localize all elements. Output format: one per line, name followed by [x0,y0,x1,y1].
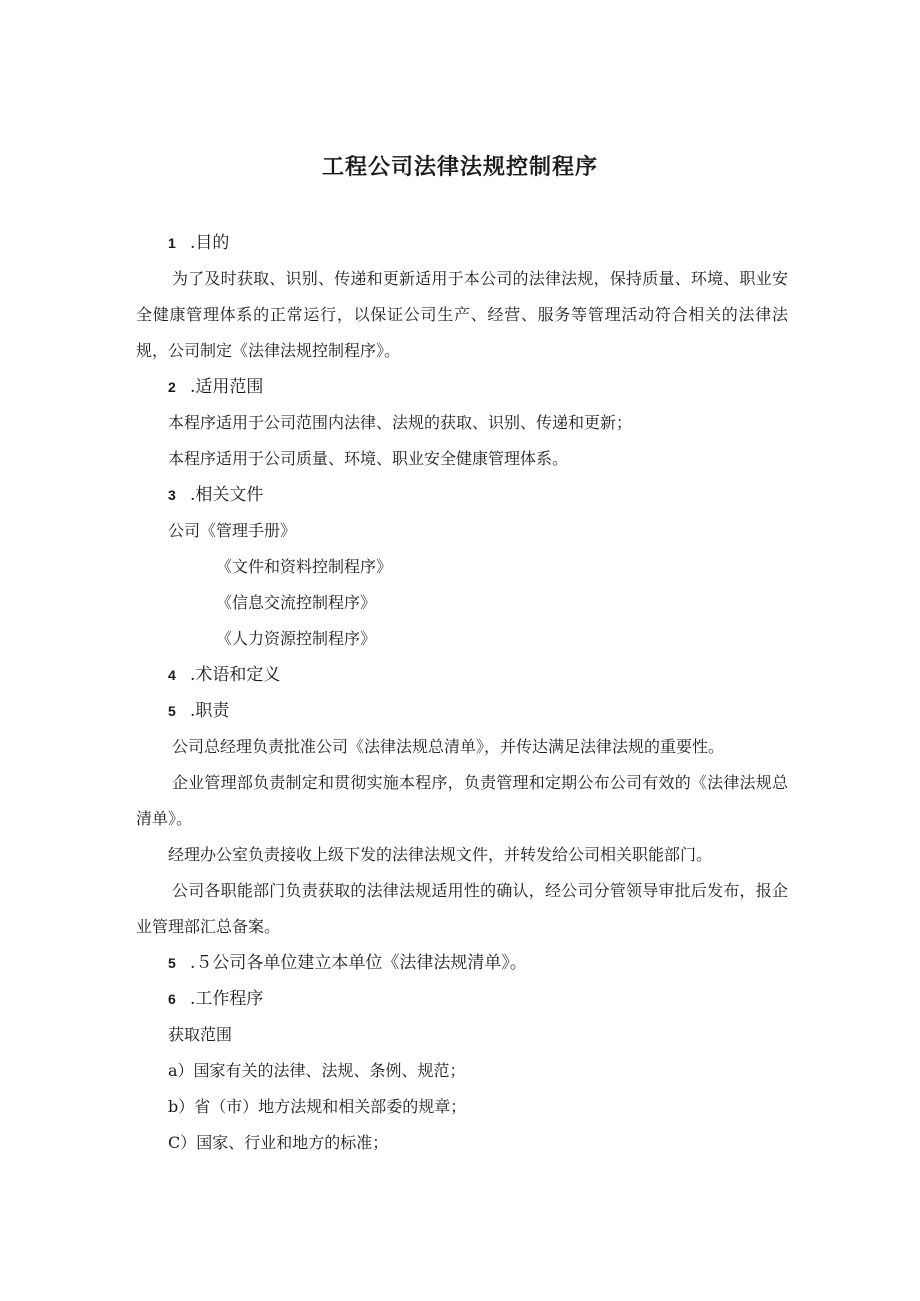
paragraph-resp-4: 公司各职能部门负责获取的法律法规适用性的确认，经公司分管领导审批后发布，报企业管理部汇总备案。 [136,881,788,936]
paragraph-resp-3: 经理办公室负责接收上级下发的法律法规文件，并转发给公司相关职能部门。 [168,845,713,864]
paragraph-resp-2: 企业管理部负责制定和贯彻实施本程序，负责管理和定期公布公司有效的《法律法规总清单》。 [136,773,788,828]
list-item-b: b）省（市）地方法规和相关部委的规章； [168,1097,467,1116]
section-number: 5 [168,703,176,719]
section-heading-5-5 [136,945,788,981]
section-title: .工作程序 [190,989,264,1009]
section-number: 3 [168,487,176,503]
section-number: 6 [168,991,176,1007]
section-title: .５公司各单位建立本单位《法律法规清单》。 [190,953,527,973]
section-heading-related-docs [136,477,788,513]
section-title: .术语和定义 [190,665,281,685]
list-item-a: a）国家有关的法律、法规、条例、规范； [168,1061,466,1080]
related-doc-item: 公司《管理手册》 [168,521,297,540]
paragraph-purpose: 为了及时获取、识别、传递和更新适用于本公司的法律法规，保持质量、环境、职业安全健康管理体系的正常运行，以保证公司生产、经营、服务等管理活动符合相关的法律法规，公司制定《法律法规控制程序》。 [136,269,788,360]
section-number: 1 [168,235,176,251]
section-title: .相关文件 [190,485,264,505]
section-heading-terms [136,657,788,693]
section-heading-responsibilities [136,693,788,729]
section-title: .目的 [190,233,230,253]
paragraph-scope-1: 本程序适用于公司范围内法律、法规的获取、识别、传递和更新； [168,413,633,432]
section-number: 5 [168,955,176,971]
section-number: 4 [168,667,176,683]
paragraph-acquisition-title: 获取范围 [168,1025,233,1044]
section-heading-purpose [136,225,788,261]
list-item-c: C）国家、行业和地方的标准； [168,1133,389,1152]
related-doc-item: 《信息交流控制程序》 [216,593,377,612]
section-heading-scope [136,369,788,405]
paragraph-scope-2: 本程序适用于公司质量、环境、职业安全健康管理体系。 [168,449,569,468]
paragraph-resp-1: 公司总经理负责批准公司《法律法规总清单》，并传达满足法律法规的重要性。 [172,737,725,756]
related-doc-item: 《文件和资料控制程序》 [216,557,393,576]
related-doc-item: 《人力资源控制程序》 [216,629,377,648]
document-body [136,225,788,1161]
document-title: 工程公司法律法规控制程序 [321,155,598,180]
section-title: .职责 [190,701,230,721]
section-heading-procedure [136,981,788,1017]
section-number: 2 [168,379,176,395]
section-title: .适用范围 [190,377,264,397]
